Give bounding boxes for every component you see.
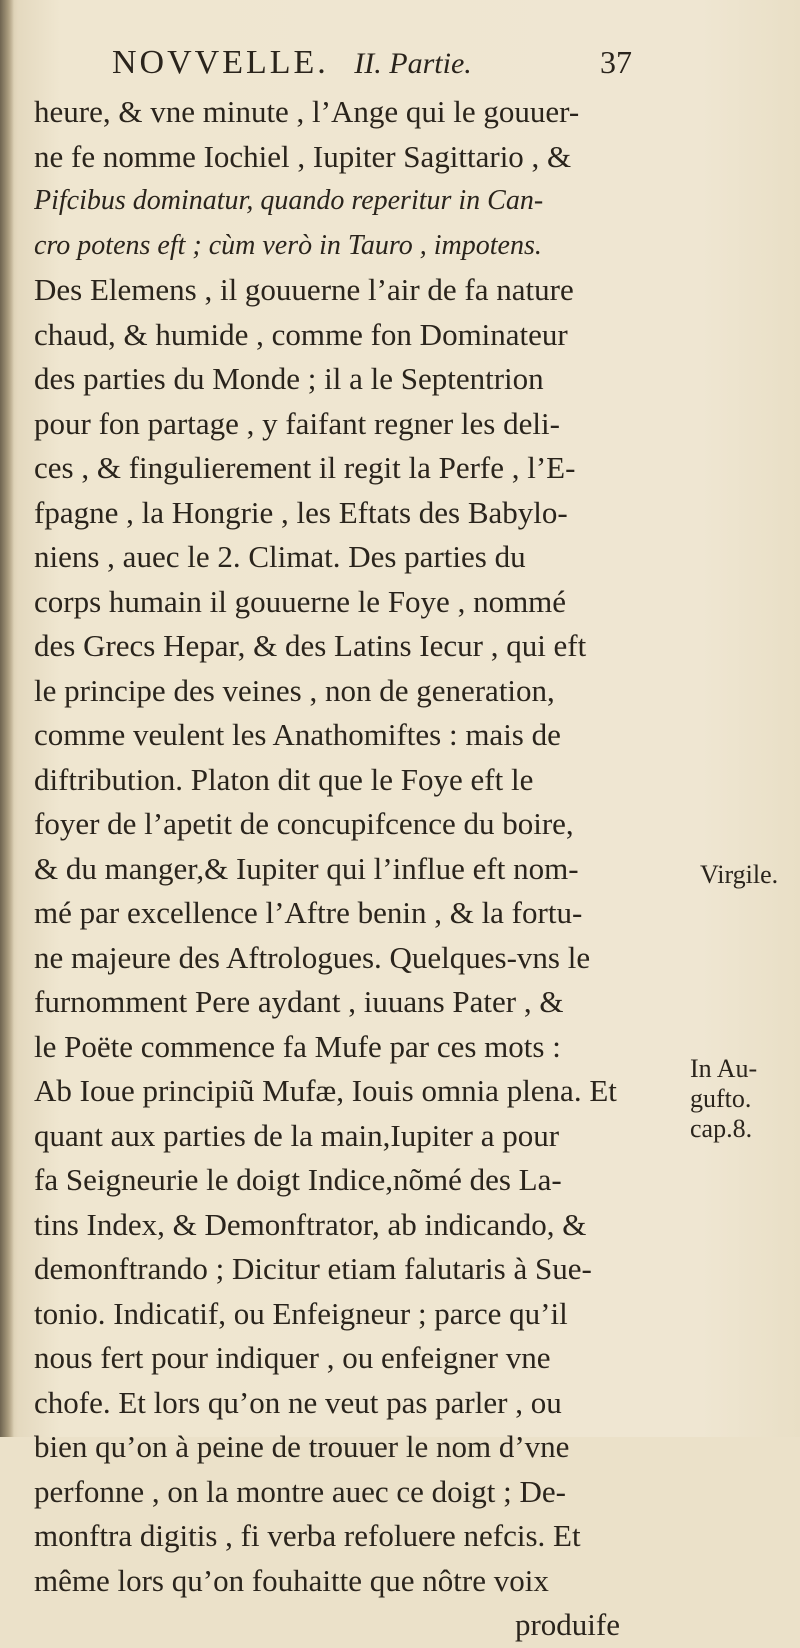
- text-line: même lors qu’on fouhaitte que nôtre voix: [34, 1562, 549, 1598]
- page-number: 37: [600, 44, 632, 80]
- text-line: mé par excellence l’Aftre benin , & la fortu-: [34, 895, 583, 930]
- text-line: le Poëte commence fa Mufe par ces mots :: [34, 1028, 561, 1064]
- text-line: diftribution. Platon dit que le Foye eft le: [34, 761, 534, 797]
- margin-note-text: cap.8.: [690, 1114, 753, 1143]
- text-line: fpagne , la Hongrie , les Eftats des Babylo-: [34, 494, 568, 530]
- text-line: demonftrando ; Dicitur etiam falutaris à Sue-: [34, 1251, 592, 1286]
- text-line: nous fert pour indiquer , ou enfeigner vne: [34, 1340, 551, 1375]
- text-line: des Grecs Hepar, & des Latins Iecur , qui eft: [34, 628, 587, 663]
- text-line: chaud, & humide , comme fon Dominateur: [34, 316, 568, 352]
- margin-note-text: Virgile.: [700, 860, 779, 889]
- text-line: pour fon partage , y faifant regner les deli-: [34, 405, 560, 441]
- text-line: quant aux parties de la main,Iupiter a pour: [34, 1117, 560, 1153]
- catchword-text: produife: [514, 1607, 620, 1642]
- part-label: II. Partie.: [354, 47, 472, 80]
- text-line: & du manger,& Iupiter qui l’influe eft nom-: [34, 850, 579, 886]
- text-line: heure, & vne minute , l’Ange qui le gouuer-: [34, 94, 580, 129]
- running-header: [112, 44, 632, 88]
- text-line: ne fe nomme Iochiel , Iupiter Sagittario , &: [34, 138, 572, 174]
- text-line: Pifcibus dominatur, quando reperitur in Can-: [34, 185, 544, 216]
- text-line: fa Seigneurie le doigt Indice,nõmé des La-: [34, 1162, 562, 1197]
- text-line: ces , & fingulierement il regit la Perfe , l’E-: [34, 450, 576, 485]
- text-line: foyer de l’apetit de concupifcence du boire,: [34, 806, 574, 841]
- text-line: perfonne , on la montre auec ce doigt ; De-: [34, 1473, 566, 1509]
- text-line: chofe. Et lors qu’on ne veut pas parler , ou: [34, 1384, 562, 1420]
- text-line: niens , auec le 2. Climat. Des parties du: [34, 539, 526, 574]
- text-line: furnomment Pere aydant , iuuans Pater , &: [34, 984, 564, 1019]
- text-line: le principe des veines , non de generation,: [34, 672, 555, 708]
- body-text: [34, 90, 634, 1648]
- running-title: NOVVELLE.: [112, 44, 329, 81]
- text-line: corps humain il gouuerne le Foye , nommé: [34, 583, 567, 619]
- text-line: Ab Ioue principiũ Mufæ, Iouis omnia plena. Et: [34, 1073, 617, 1108]
- margin-note-virgile: [700, 860, 800, 890]
- text-line: comme veulent les Anathomiftes : mais de: [34, 717, 561, 752]
- text-line: bien qu’on à peine de trouuer le nom d’vne: [34, 1429, 570, 1464]
- margin-note-text: gufto.: [690, 1084, 752, 1113]
- text-line: Des Elemens , il gouuerne l’air de fa nature: [34, 272, 574, 307]
- text-line: cro potens eft ; cùm verò in Tauro , impotens.: [34, 229, 542, 261]
- page-binding-shadow: [0, 0, 14, 1437]
- text-line: tins Index, & Demonftrator, ab indicando, &: [34, 1206, 587, 1242]
- text-line: des parties du Monde ; il a le Septentrion: [34, 361, 544, 396]
- text-line: monftra digitis , fi verba refoluere nefcis. Et: [34, 1518, 581, 1553]
- text-line: ne majeure des Aftrologues. Quelques-vns le: [34, 939, 591, 975]
- margin-note-augusto: [690, 1054, 800, 1144]
- text-line: tonio. Indicatif, ou Enfeigneur ; parce qu’il: [34, 1295, 568, 1331]
- margin-note-text: In Au-: [690, 1054, 758, 1083]
- catchword: [34, 1603, 634, 1648]
